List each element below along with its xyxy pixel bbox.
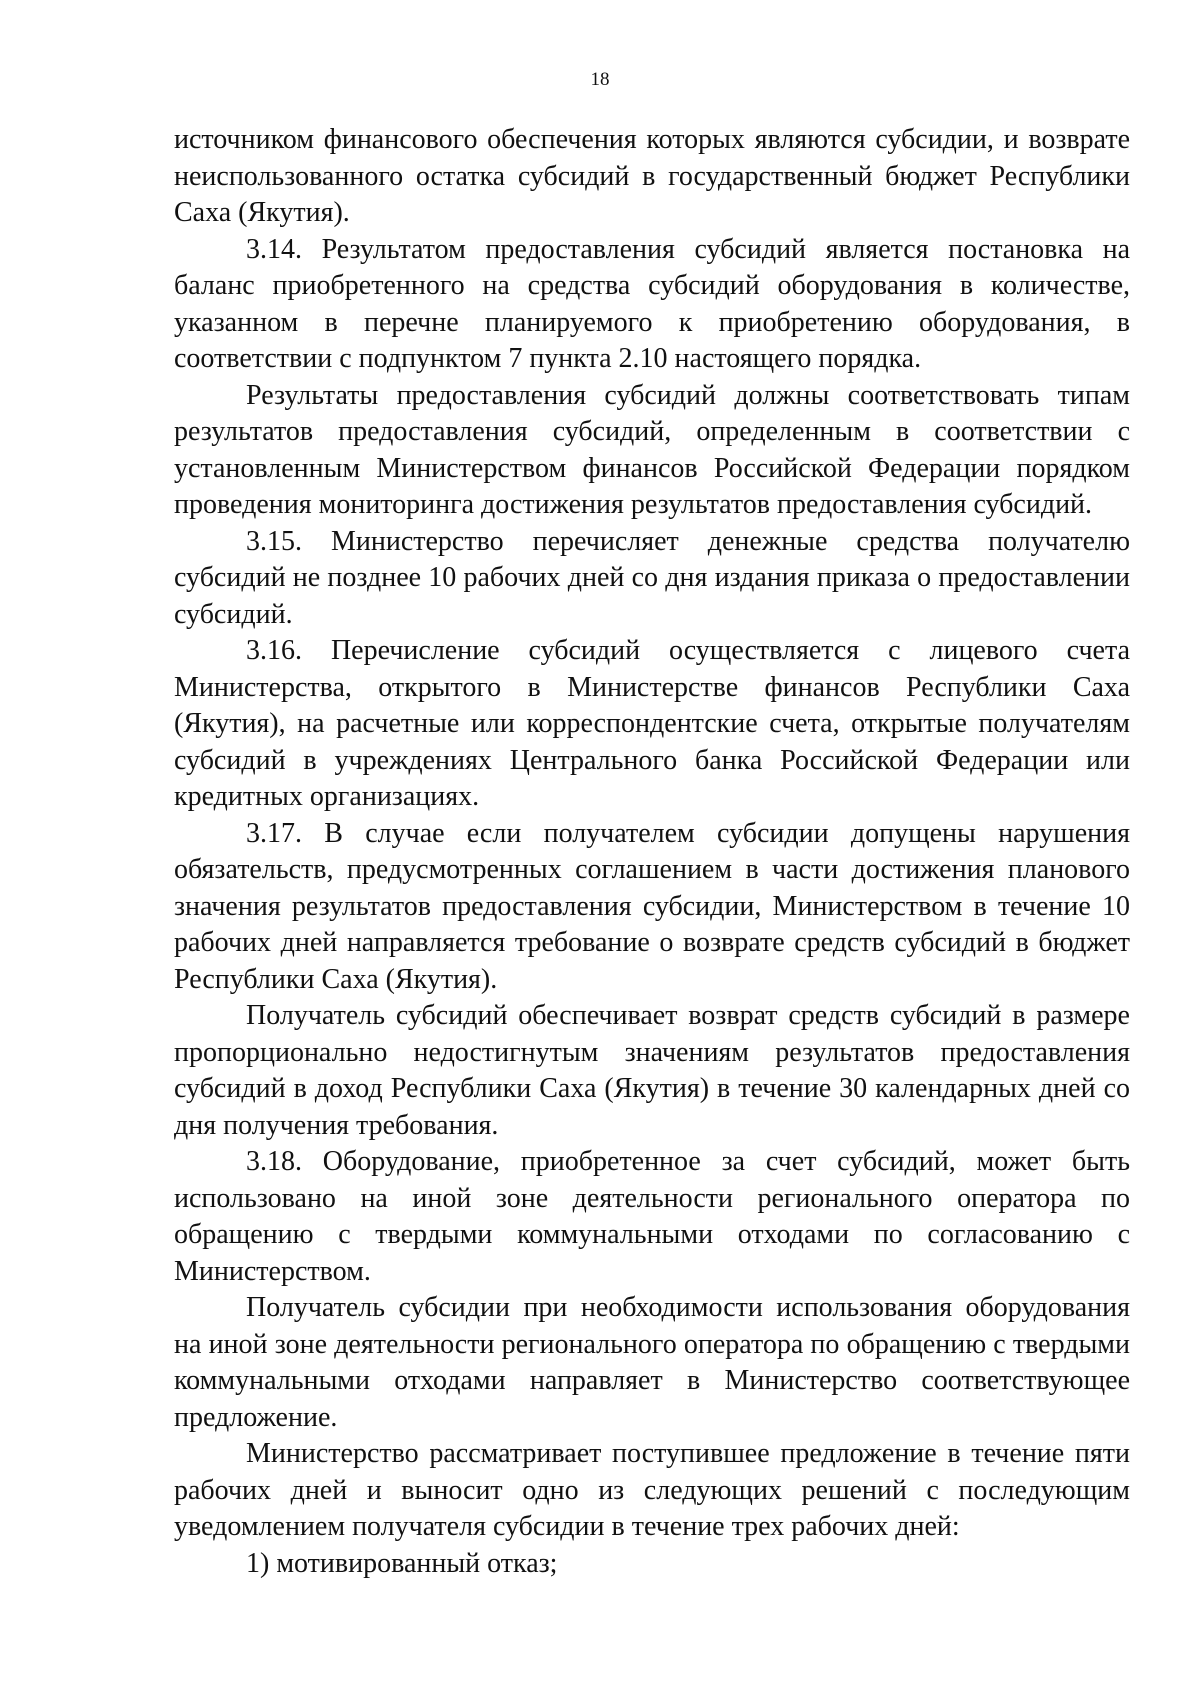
list-item-1: 1) мотивированный отказ;: [246, 1547, 558, 1579]
paragraph-continuation: источником финансового обеспечения которых являются субсидии, и возврате неиспользованного остатка субсидий в государственный бюджет Республики Саха (Якутия).: [174, 124, 1130, 228]
paragraph-3-18: 3.18. Оборудование, приобретенное за счет субсидий, может быть использовано на иной зоне деятельности регионального оператора по обращению с твердыми коммунальными отходами по согласованию с Министерством.: [174, 1146, 1130, 1287]
page-number: 18: [590, 69, 610, 90]
paragraph-3-17: 3.17. В случае если получателем субсидии допущены нарушения обязательств, предусмотренных соглашением в части достижения планового значения результатов предоставления субсидии, Министерством в течение 10 рабочих дней направляется требование о возврате средств субсидий в бюджет Республики Саха (Якутия).: [174, 817, 1130, 995]
paragraph-3-15: 3.15. Министерство перечисляет денежные средства получателю субсидий не позднее 10 рабочих дней со дня издания приказа о предоставлении субсидий.: [174, 525, 1130, 630]
paragraph-3-14: 3.14. Результатом предоставления субсидий является постановка на баланс приобретенного на средства субсидий оборудования в количестве, указанном в перечне планируемого к приобретению оборудования, в соответствии с подпунктом 7 пункта 2.10 настоящего порядка.: [174, 233, 1130, 374]
paragraph-results-types: Результаты предоставления субсидий должны соответствовать типам результатов предоставления субсидий, определенным в соответствии с установленным Министерством финансов Российской Федерации порядком проведения мониторинга достижения результатов предоставления субсидий.: [174, 379, 1130, 520]
paragraph-3-16: 3.16. Перечисление субсидий осуществляется с лицевого счета Министерства, открытого в Министерстве финансов Республики Саха (Якутия), на расчетные или корреспондентские счета, открытые получателям субсидий в учреждениях Центрального банка Российской Федерации или кредитных организациях.: [174, 635, 1130, 812]
document-body: [174, 122, 1130, 1582]
paragraph-equipment-proposal: Получатель субсидии при необходимости использования оборудования на иной зоне деятельности регионального оператора по обращению с твердыми коммунальными отходами направляет в Министерство соответствующее предложение.: [174, 1292, 1130, 1433]
paragraph-refund: Получатель субсидий обеспечивает возврат средств субсидий в размере пропорционально недостигнутым значениям результатов предоставления субсидий в доход Республики Саха (Якутия) в течение 30 календарных дней со дня получения требования.: [174, 1000, 1130, 1141]
paragraph-ministry-review: Министерство рассматривает поступившее предложение в течение пяти рабочих дней и выносит одно из следующих решений с последующим уведомлением получателя субсидии в течение трех рабочих дней:: [174, 1438, 1130, 1542]
